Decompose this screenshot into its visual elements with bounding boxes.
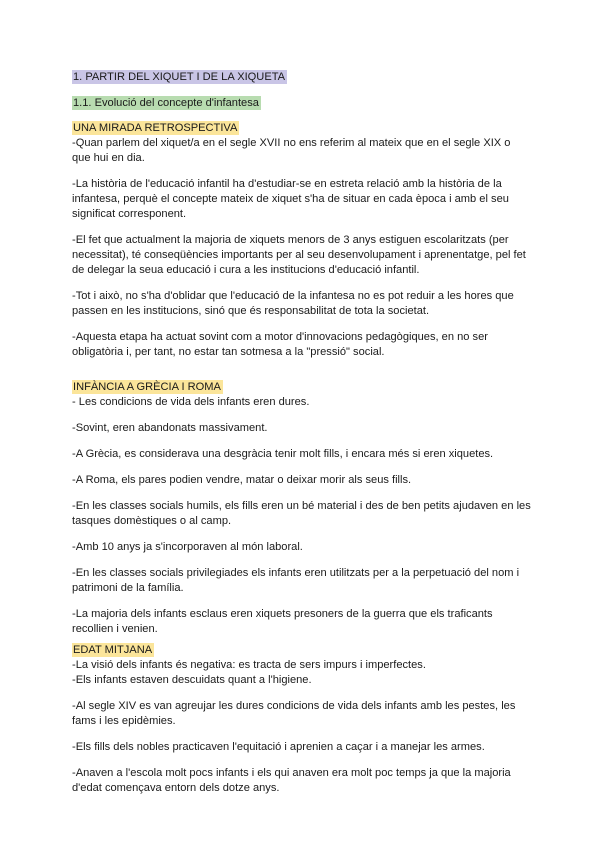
paragraph: -Amb 10 anys ja s'incorporaven al món laboral. <box>72 541 303 553</box>
paragraph: -La visió dels infants és negativa: es tracta de sers impurs i imperfectes. <box>72 659 426 671</box>
section-edat-mitjana <box>72 643 532 796</box>
section-title: UNA MIRADA RETROSPECTIVA <box>73 122 238 134</box>
section-retrospectiva <box>72 121 532 360</box>
heading-1: 1. PARTIR DEL XIQUET I DE LA XIQUETA <box>73 71 286 83</box>
paragraph: -La majoria dels infants esclaus eren xiquets presoners de la guerra que els traficants recollien i venien. <box>72 608 493 635</box>
paragraph: -Els infants estaven descuidats quant a l'higiene. <box>72 674 312 686</box>
document-body <box>72 70 532 796</box>
paragraph: -La història de l'educació infantil ha d'estudiar-se en estreta relació amb la història de la infantesa, perquè el concepte mateix de xiquet s'ha de situar en cada època i amb el seu significat corresponent. <box>72 178 509 220</box>
section-grecia-roma <box>72 380 532 637</box>
section-title: INFÀNCIA A GRÈCIA I ROMA <box>73 381 221 393</box>
paragraph: -El fet que actualment la majoria de xiquets menors de 3 anys estiguen escolaritzats (per necessitat), té conseqüències importants per al seu desenvolupament i aprenentatge, pel fet de delegar la seua educació i cura a les institucions d'educació infantil. <box>72 234 526 276</box>
paragraph: -En les classes socials humils, els fills eren un bé material i des de ben petits ajudaven en les tasques domèstiques o al camp. <box>72 500 531 527</box>
paragraph: -A Grècia, es considerava una desgràcia tenir molt fills, i encara més si eren xiquetes. <box>72 448 494 460</box>
paragraph: -Quan parlem del xiquet/a en el segle XVII no ens referim al mateix que en el segle XIX o que hui en dia. <box>72 137 511 164</box>
paragraph: - Les condicions de vida dels infants eren dures. <box>72 396 310 408</box>
heading-1-1: 1.1. Evolució del concepte d'infantesa <box>73 97 259 109</box>
paragraph: -Els fills dels nobles practicaven l'equitació i aprenien a caçar i a manejar les armes. <box>72 741 485 753</box>
paragraph: -Anaven a l'escola molt pocs infants i els qui anaven era molt poc temps ja que la majoria d'edat començava entorn dels dotze anys. <box>72 767 511 794</box>
paragraph: -Tot i això, no s'ha d'oblidar que l'educació de la infantesa no es pot reduir a les hores que passen en les institucions, sinó que és responsabilitat de tota la societat. <box>72 290 514 317</box>
section-title: EDAT MITJANA <box>73 644 153 656</box>
paragraph: -A Roma, els pares podien vendre, matar o deixar morir als seus fills. <box>72 474 412 486</box>
paragraph: -Aquesta etapa ha actuat sovint com a motor d'innovacions pedagògiques, en no ser obligatòria i, per tant, no estar tan sotmesa a la "pressió" social. <box>72 331 488 358</box>
paragraph: -Sovint, eren abandonats massivament. <box>72 422 268 434</box>
paragraph: -En les classes socials privilegiades els infants eren utilitzats per a la perpetuació del nom i patrimoni de la família. <box>72 567 520 594</box>
paragraph: -Al segle XIV es van agreujar les dures condicions de vida dels infants amb les pestes, les fams i les epidèmies. <box>72 700 516 727</box>
